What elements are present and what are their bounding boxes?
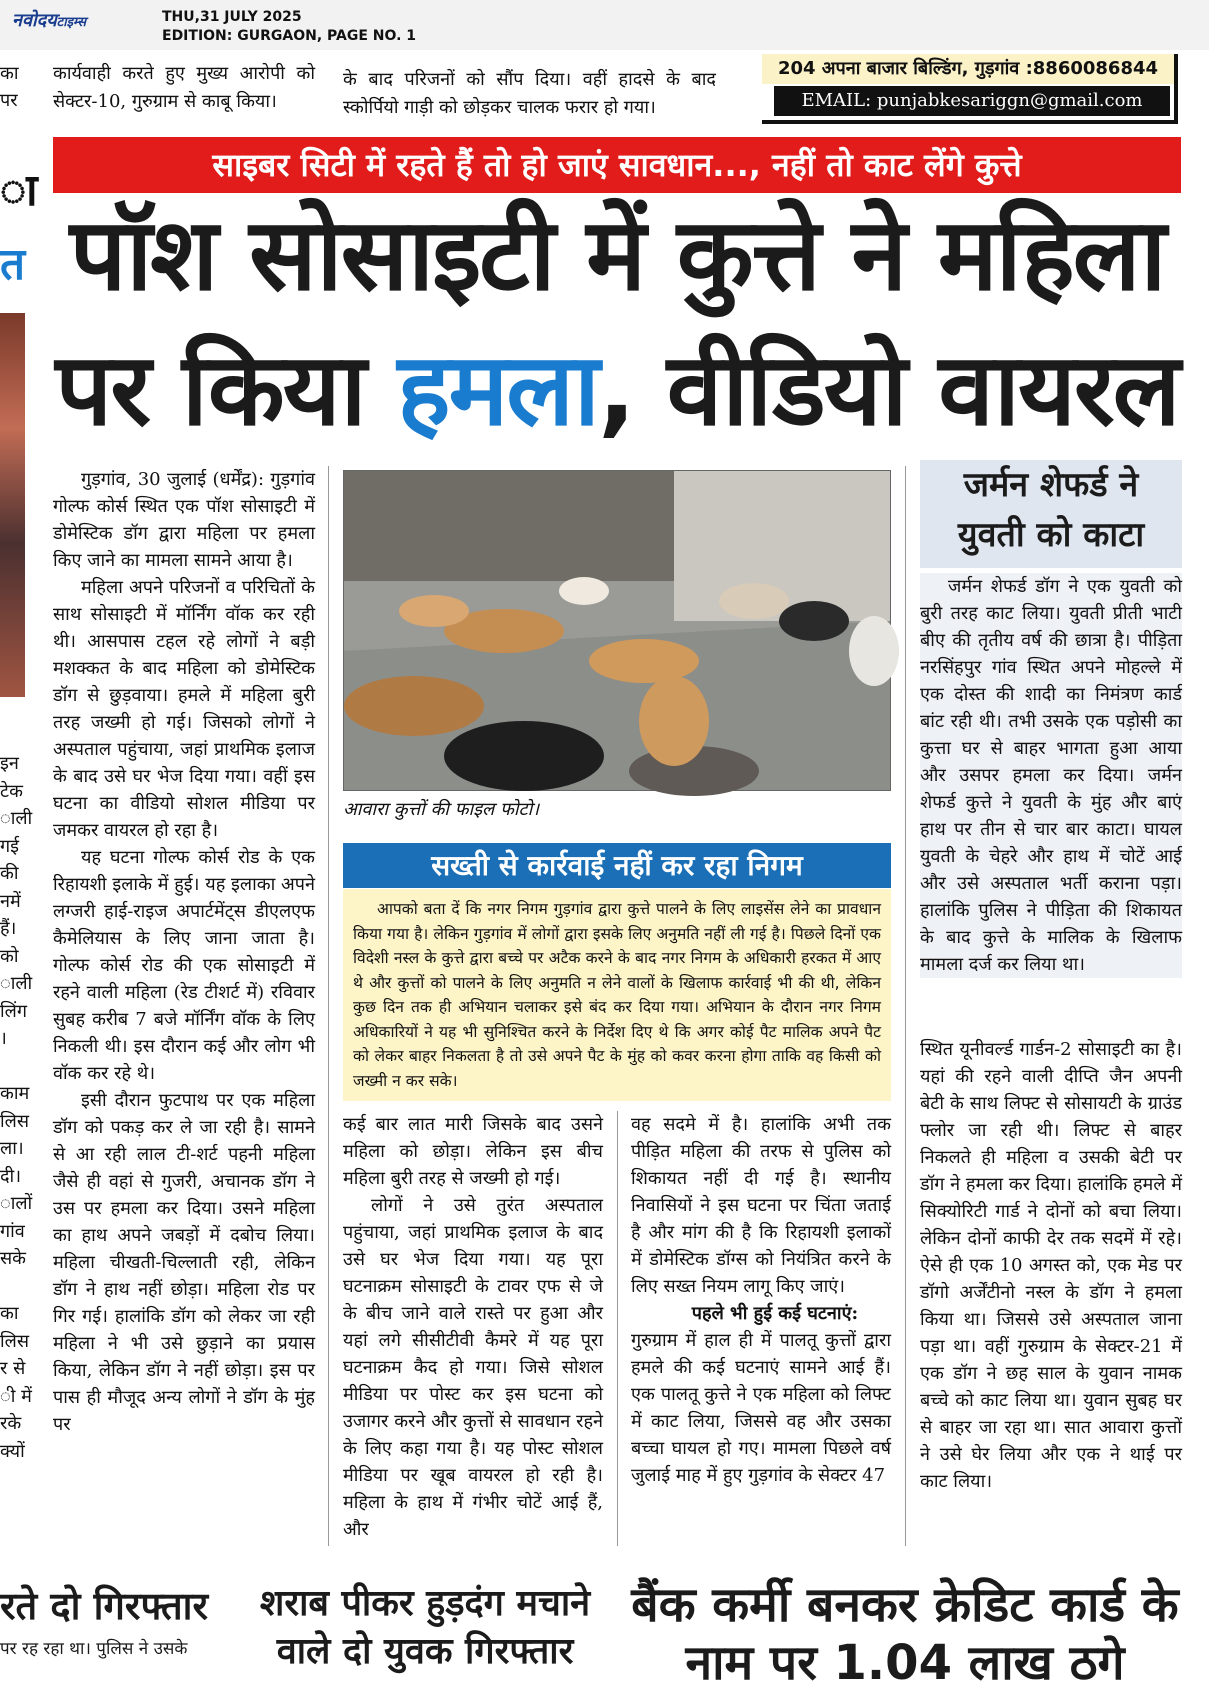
edge-photo-fragment <box>0 313 25 697</box>
side-story-column <box>920 573 1182 978</box>
subbox-paragraph: आपको बता दें कि नगर निगम गुड़गांव द्वारा कुत्ते पालने के लिए लाइसेंस लेने का प्रावधान किया गया है। लेकिन गुड़गांव में लोगों द्वारा इसके लिए अनुमति नहीं ली गई है। पिछले दिनों एक विदेशी नस्ल के कुत्ते द्वारा बच्चे पर अटैक करने के बाद नगर निगम के अधिकारी हरकत में आए थे और कुत्तों को पालने के लिए अनुमति न लेने वालों के खिलाफ कार्रवाई भी की थी, लेकिन कुछ दिन तक ही अभियान चलाकर इसे बंद कर दिया गया। अभियान के दौरान नगर निगम अधिकारियों ने यह भी सुनिश्चित करने के निर्देश दिए थे कि अगर कोई पैट मालिक अपने पैट को लेकर बाहर निकलता है तो उसे अपने पैट के मुंह को कवर करना होगा ताकि वह किसी को जख्मी न कर सके। <box>353 900 881 1090</box>
logo-suffix: टाइम्स <box>56 15 86 30</box>
date-line: THU,31 JULY 2025 <box>162 9 302 25</box>
story-paragraph: इसी दौरान फुटपाथ पर एक महिला डॉग को पकड़ कर ले जा रही है। सामने से आ रही लाल टी-शर्ट पहनी महिला जैसे ही वहां से गुजरी, अचानक डॉग ने उस पर हमला कर दिया। उसने महिला का हाथ अपने जबड़ों में दबोच लिया। महिला चीखती-चिल्लाती रही, लेकिन डॉग ने हाथ नहीं छोड़ा। महिला रोड पर गिर गई। हालांकि डॉग को लेकर जा रही महिला ने भी उसे छुड़ाने का प्रयास किया, लेकिन डॉग ने नहीं छोड़ा। इस पर पास ही मौजूद अन्य लोगों ने डॉग के मुंह पर <box>53 1090 315 1435</box>
side-story-paragraph: जर्मन शेफर्ड डॉग ने एक युवती को बुरी तरह काट लिया। युवती प्रीती भाटी बीए की तृतीय वर्ष की छात्रा है। पीड़िता नरसिंहपुर गांव स्थित अपने मोहल्ले में एक दोस्त की शादी का निमंत्रण कार्ड बांट रही थी। तभी उसके एक पड़ोसी का कुत्ता घर से बाहर भागता हुआ आया और उसपर हमला कर दिया। जर्मन शेफर्ड कुत्ते ने युवती के मुंह और बाएं हाथ पर तीन से चार बार काटा। घायल युवती के चेहरे और हाथ में चोटें आई और उसे अस्पताल भर्ती कराना पड़ा। हालांकि पुलिस ने पीड़िता की शिकायत के बाद कुत्ते के मालिक के खिलाफ मामला दर्ज कर लिया था। <box>920 576 1182 975</box>
story-subhead: पहले भी हुई कई घटनाएं: <box>691 1303 859 1324</box>
edition-line: EDITION: GURGAON, PAGE NO. 1 <box>162 28 417 44</box>
story-paragraph: महिला अपने परिजनों व परिचितों के साथ सोसाइटी में मॉर्निंग वॉक कर रही थी। आसपास टहल रहे लोगों ने बड़ी मशक्कत के बाद महिला को डोमेस्टिक डॉग से छुड़वाया। हमले में महिला बुरी तरह जख्मी हो गई। जिसको लोगों ने अस्पताल पहुंचाया, जहां प्राथमिक इलाज के बाद उसे घर भेज दिया गया। वहीं इस घटना का वीडियो सोशल मीडिया पर जमकर वायरल हो रहा है। <box>53 577 315 841</box>
bottom-headline-left[interactable]: रते दो गिरफ्तार <box>0 1584 208 1628</box>
prev-story-left-snippet: कार्यवाही करते हुए मुख्य आरोपी को सेक्टर-10, गुरुग्राम से काबू किया। <box>53 63 315 112</box>
story-paragraph: स्थित यूनीवर्ल्ड गार्डन-2 सोसाइटी का है। यहां की रहने वाली दीप्ति जैन अपनी बेटी के साथ लिफ्ट से सोसायटी के ग्राउंड फ्लोर जा रही थी। लिफ्ट से बाहर निकलते ही महिला व उसकी बेटी पर डॉग ने हमला कर दिया। हालांकि हमले में सिक्योरिटी गार्ड ने दोनों को बचा लिया। लेकिन दोनों काफी देर तक सदमें में रहे। ऐसे ही एक 10 अगस्त को, एक मेड पर डॉगो अर्जेंटीनो नस्ल के डॉग ने हमला किया था। जिससे उसे अस्पताल जाना पड़ा था। वहीं गुरुग्राम के सेक्टर-21 में एक डॉग ने छह साल के युवान नामक बच्चे को काट लिया था। युवान सुबह घर से बाहर जा रहा था। सात आवारा कुत्तों ने उसे घेर लिया और एक ने थाई पर काट लिया। <box>920 1039 1182 1492</box>
dogs-illustration <box>344 471 890 790</box>
logo-text: नवोदय <box>12 10 57 31</box>
side-story-title: जर्मन शेफर्ड ने युवती को काटा <box>920 460 1182 568</box>
story-paragraph: यह घटना गोल्फ कोर्स रोड के एक रिहायशी इलाके में हुई। यह इलाका अपने लग्जरी हाई-राइज अपार्टमेंट्स डीएलएफ कैमेलियास के लिए जाना जाता है। गोल्फ कोर्स रोड की एक सोसाइटी में रहने वाली महिला (रेड टीशर्ट में) रविवार सुबह करीब 7 बजे मॉर्निंग वॉक के लिए निकली थी। इस दौरान कई और लोग भी वॉक कर रहे थे। <box>53 847 315 1084</box>
story-paragraph: लोगों ने उसे तुरंत अस्पताल पहुंचाया, जहां प्राथमिक इलाज के बाद उसे घर भेज दिया गया। यह पूरा घटनाक्रम सोसाइटी के टावर एफ से जे के बीच जाने वाले रास्ते पर हुआ और यहां लगे सीसीटीवी कैमरे में यह पूरा घटनाक्रम कैद हो गया। जिसे सोशल मीडिया पर पोस्ट कर इस घटना को उजागर करने और कुत्तों से सावधान रहने के लिए कहा गया है। यह पोस्ट सोशल मीडिया पर खूब वायरल हो रही है। महिला के हाथ में गंभीर चोटें आई हैं, और <box>343 1195 603 1540</box>
story-column-mid-1 <box>343 1111 603 1543</box>
story-paragraph: कई बार लात मारी जिसके बाद उसने महिला को छोड़ा। लेकिन इस बीच महिला बुरी तरह से जख्मी हो गई। <box>343 1114 603 1189</box>
bottom-text-left: पर रह रहा था। पुलिस ने उसके <box>0 1639 188 1659</box>
column-rule <box>617 1111 618 1546</box>
story-column-mid-2 <box>631 1111 891 1489</box>
subbox-title: सख्ती से कार्रवाई नहीं कर रहा निगम <box>343 843 891 888</box>
column-rule <box>905 466 906 1546</box>
left-edge-text-fragments: इन टेक ाली गई की नमें हैं। को ाली लिंग । काम लिस ला। दी। ालों गांव सके का लिस र से ी में रके क्यों <box>0 753 33 1462</box>
masthead-bar <box>0 0 1209 50</box>
subbox-text <box>343 889 891 1101</box>
edge-heading-fragment-2: त <box>0 239 26 290</box>
story-paragraph: वह सदमे में है। हालांकि अभी तक पीड़ित महिला की तरफ से पुलिस को शिकायत नहीं दी गई है। स्थानीय निवासियों ने इस घटना पर चिंता जताई है और मांग की है कि रिहायशी इलाकों में डोमेस्टिक डॉग्स को नियंत्रित करने के लिए सख्त नियम लागू किए जाएं। <box>631 1114 891 1297</box>
story-paragraph: गुरुग्राम में हाल ही में पालतू कुत्तों द्वारा हमले की कई घटनाएं सामने आई हैं। एक पालतू कुत्ते ने एक महिला को लिफ्ट में काट लिया, जिससे वह और उसका बच्चा घायल हो गए। मामला पिछले वर्ष जुलाई माह में हुए गुड़गांव के सेक्टर 47 <box>631 1330 891 1486</box>
photo-caption: आवारा कुत्तों की फाइल फोटो। <box>343 799 540 820</box>
column-rule <box>328 466 329 1546</box>
contact-address: 204 अपना बाजार बिल्डिंग, गुड़गांव :8860086844 <box>762 54 1174 84</box>
bottom-headline-middle[interactable]: शराब पीकर हुड़दंग मचाने वाले दो युवक गिरफ्तार <box>259 1583 591 1672</box>
story-column-right-continued <box>920 1036 1182 1495</box>
story-kicker: साइबर सिटी में रहते हैं तो हो जाएं सावधान..., नहीं तो काट लेंगे कुत्ते <box>53 137 1181 193</box>
headline-line-2: पर किया हमला, वीडियो वायरल <box>55 331 1179 448</box>
contact-box <box>762 54 1178 124</box>
newspaper-logo[interactable] <box>12 8 86 32</box>
stray-dogs-photo[interactable] <box>343 470 891 791</box>
edition-meta <box>162 8 416 46</box>
contact-email[interactable]: EMAIL: punjabkesariggn@gmail.com <box>774 86 1170 116</box>
bottom-headline-right[interactable]: बैंक कर्मी बनकर क्रेडिट कार्ड के नाम पर 1.04 लाख ठगे <box>631 1577 1179 1691</box>
prev-story-middle-snippet: के बाद परिजनों को सौंप दिया। वहीं हादसे के बाद स्कोर्पियो गाड़ी को छोड़कर चालक फरार हो गया। <box>343 69 716 118</box>
headline-highlight: हमला <box>397 331 598 448</box>
left-edge-snippet: का पर <box>0 63 19 111</box>
story-paragraph: गुड़गांव, 30 जुलाई (धर्मेंद्र): गुड़गांव गोल्फ कोर्स स्थित एक पॉश सोसाइटी में डोमेस्टिक डॉग द्वारा महिला पर हमला किए जाने का मामला सामने आया है। <box>53 469 315 571</box>
edge-heading-fragment-1: ा <box>0 165 38 216</box>
headline-line-1: पॉश सोसाइटी में कुत्ते ने महिला <box>69 196 1165 313</box>
story-column-left <box>53 466 315 1438</box>
